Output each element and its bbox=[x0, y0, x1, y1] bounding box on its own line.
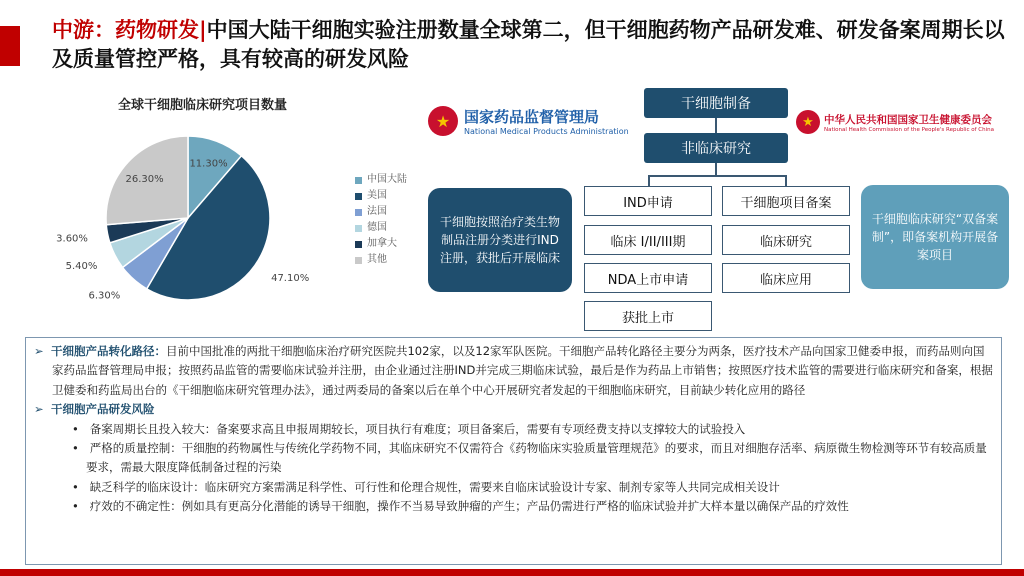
sub-bullet bbox=[34, 439, 993, 478]
dot-bullet-icon: • bbox=[72, 499, 90, 514]
legend-swatch-us bbox=[355, 193, 362, 200]
bullet-section bbox=[25, 337, 1002, 565]
pie-data-label-fr: 6.30% bbox=[88, 290, 121, 302]
pie-data-label-other: 26.30% bbox=[125, 173, 164, 185]
title-accent-bar bbox=[0, 26, 20, 66]
flow-clinical-application-box: 临床应用 bbox=[722, 263, 850, 293]
arrow-bullet-icon: ➢ bbox=[34, 344, 51, 358]
flow-nda-box: NDA上市申请 bbox=[584, 263, 712, 293]
legend-item-de bbox=[355, 220, 407, 236]
bullet-rd-risk bbox=[34, 400, 993, 419]
pie-data-label-de: 5.40% bbox=[65, 260, 98, 272]
legend-swatch-cn bbox=[355, 177, 362, 184]
flow-connector bbox=[648, 175, 786, 177]
flow-connector bbox=[715, 163, 717, 175]
legend-item-cn bbox=[355, 172, 407, 188]
pie-data-label-ca: 3.60% bbox=[56, 233, 88, 245]
ind-path-note: 干细胞按照治疗类生物制品注册分类进行IND注册，获批后开展临床 bbox=[428, 188, 572, 292]
nhc-name-cn: 中华人民共和国国家卫生健康委员会 bbox=[824, 113, 992, 126]
flow-clinical-phase-box: 临床 I/II/III期 bbox=[584, 225, 712, 255]
pie-data-label-cn: 11.30% bbox=[189, 158, 228, 170]
bullet-heading: 干细胞产品转化路径： bbox=[50, 344, 166, 358]
nmpa-name-cn: 国家药品监督管理局 bbox=[464, 108, 600, 126]
title-highlight: 中游：药物研发 bbox=[52, 18, 199, 42]
legend-swatch-fr bbox=[355, 209, 362, 216]
title-divider: | bbox=[199, 18, 207, 42]
sub-bullet bbox=[34, 497, 993, 516]
national-emblem-icon: ★ bbox=[428, 106, 458, 136]
legend-label-us: 美国 bbox=[367, 190, 387, 201]
dual-filing-note: 干细胞临床研究“双备案制”，即备案机构开展备案项目 bbox=[861, 185, 1009, 289]
dot-bullet-icon: • bbox=[72, 421, 90, 436]
bullet-heading: 干细胞产品研发风险 bbox=[50, 402, 155, 417]
legend-swatch-other bbox=[355, 257, 362, 264]
flow-prep-box: 干细胞制备 bbox=[644, 88, 788, 118]
sub-bullet-text: 疗效的不确定性：例如具有更高分化潜能的诱导干细胞，操作不当易导致肿瘤的产生；产品仍需进行严格的临床试验并扩大样本量以确保产品的疗效性 bbox=[89, 499, 849, 514]
legend-item-fr bbox=[355, 204, 407, 220]
sub-bullet-text: 备案周期长且投入较大：备案要求高且申报周期较长，项目执行有难度；项目备案后，需要有专项经费支持以支撑较大的试验投入 bbox=[89, 421, 746, 436]
sub-bullet bbox=[34, 478, 993, 497]
legend-swatch-de bbox=[355, 225, 362, 232]
legend-item-us bbox=[355, 188, 407, 204]
nhc-emblem-icon: ★ bbox=[796, 110, 820, 134]
flow-connector bbox=[785, 175, 787, 186]
legend-label-other: 其他 bbox=[367, 254, 387, 265]
pie-data-label-us: 47.10% bbox=[271, 273, 310, 285]
chart-title: 全球干细胞临床研究项目数量 bbox=[118, 98, 288, 113]
legend-label-ca: 加拿大 bbox=[367, 238, 397, 249]
sub-bullet-text: 缺乏科学的临床设计：临床研究方案需满足科学性、可行性和伦理合规性，需要来自临床试验设计专家、制剂专家等人共同完成相关设计 bbox=[89, 479, 780, 494]
legend-item-ca bbox=[355, 236, 407, 252]
flow-filing-box: 干细胞项目备案 bbox=[722, 186, 850, 216]
nhc-logo bbox=[796, 110, 994, 134]
flow-connector bbox=[648, 175, 650, 186]
flow-connector bbox=[715, 118, 717, 133]
legend-item-other bbox=[355, 252, 407, 268]
flow-ind-box: IND申请 bbox=[584, 186, 712, 216]
title-text: 中国大陆干细胞实验注册数量全球第二，但干细胞药物产品研发难、研发备案周期长以及质量管控严格，具有较高的研发风险 bbox=[52, 18, 1005, 71]
legend-label-de: 德国 bbox=[367, 222, 387, 233]
pie-chart bbox=[56, 118, 350, 318]
bottom-accent-bar bbox=[0, 569, 1024, 576]
nmpa-logo bbox=[428, 106, 629, 136]
arrow-bullet-icon: ➢ bbox=[34, 402, 51, 417]
flow-clinical-research-box: 临床研究 bbox=[722, 225, 850, 255]
legend-label-cn: 中国大陆 bbox=[367, 174, 407, 185]
bullet-conversion-path bbox=[34, 342, 993, 400]
sub-bullet bbox=[34, 420, 993, 439]
chart-legend bbox=[355, 172, 407, 268]
bullet-text: 目前中国批准的两批干细胞临床治疗研究医院共102家，以及12家军队医院。干细胞产品转化路径主要分为两条，医疗技术产品向国家卫健委申报，而药品则向国家药品监督管理局申报；按照药品监管的需要临床试验并注册，由企业通过注册IND并完成三期临床试验，最后是作为药品上市销售；按照医疗技术监管的需要进行临床研究和备案，根据卫健委和药监局出台的《干细胞临床研究管理办法》，通过两委局的备案以后在单个中心开展研究者发起的干细胞临床研究，目前缺少转化应用的路径 bbox=[52, 344, 993, 397]
page-title bbox=[52, 16, 1012, 74]
dot-bullet-icon: • bbox=[72, 479, 90, 494]
nmpa-name-en: National Medical Products Administration bbox=[464, 127, 629, 136]
flow-nonclinical-box: 非临床研究 bbox=[644, 133, 788, 163]
nhc-name-en: National Health Commission of the People's Republic of China bbox=[824, 126, 995, 133]
sub-bullet-text: 严格的质量控制：干细胞的药物属性与传统化学药物不同，其临床研究不仅需符合《药物临床实验质量管理规范》的要求，而且对细胞存活率、病原微生物检测等环节有较高质量要求，需最大限度降低制备过程的污染 bbox=[86, 441, 987, 475]
flow-approval-box: 获批上市 bbox=[584, 301, 712, 331]
legend-label-fr: 法国 bbox=[367, 206, 387, 217]
dot-bullet-icon: • bbox=[72, 441, 90, 456]
legend-swatch-ca bbox=[355, 241, 362, 248]
